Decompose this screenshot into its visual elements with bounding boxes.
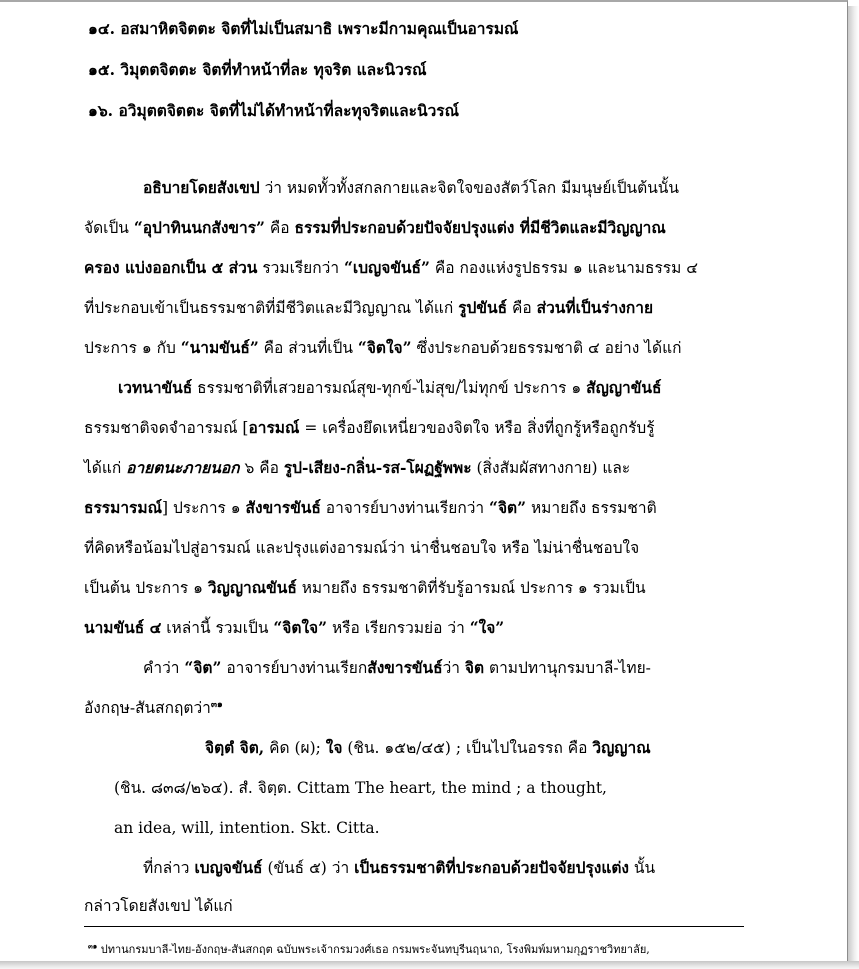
footnote-mark: ๓๑ — [88, 941, 98, 951]
footnote — [88, 943, 650, 957]
list-item-15: ๑๕. วิมุตตจิตตะ จิตที่ทำหน้าที่ละ ทุจริต และนิวรณ์ — [88, 60, 427, 79]
para2-line5: ที่คิดหรือน้อมไปสู่อารมณ์ และปรุงแต่งอารมณ์ว่า น่าชื่นชอบใจ หรือ ไม่น่าชื่นชอบใจ — [84, 539, 640, 557]
list-item-14: ๑๔. อสมาหิตจิตตะ จิตที่ไม่เป็นสมาธิ เพราะมีกามคุณเป็นอารมณ์ — [88, 19, 519, 38]
term-benjakhan: “เบญจขันธ์” — [344, 258, 430, 277]
para2-line7: นามขันธ์ ๔ เหล่านี้ รวมเป็น “จิตใจ” หรือ เรียกรวมย่อ ว่า “ใจ” — [84, 618, 505, 637]
footnote-ref[interactable]: ๓๑ — [210, 699, 223, 710]
quote-line3: an idea, will, intention. Skt. Citta. — [114, 819, 380, 837]
page-shadow-bottom — [0, 961, 859, 969]
para2-line6: เป็นต้น ประการ ๑ วิญญาณขันธ์ หมายถึง ธรรมชาติที่รับรู้อารมณ์ ประการ ๑ รวมเป็น — [84, 578, 646, 597]
term-vinyanakhan: วิญญาณขันธ์ — [207, 578, 297, 597]
para1-line5: ประการ ๑ กับ “นามขันธ์” คือ ส่วนที่เป็น “จิตใจ” ซึ่งประกอบด้วยธรรมชาติ ๔ อย่าง ได้แก่ — [84, 338, 682, 357]
para1-line3: ครอง แบ่งออกเป็น ๕ ส่วน รวมเรียกว่า “เบญจขันธ์” คือ กองแห่งรูปธรรม ๑ และนามธรรม ๔ — [84, 258, 698, 277]
term-vedanakhan: เวทนาขันธ์ — [118, 378, 193, 397]
para4-line1: ที่กล่าว เบญจขันธ์ (ขันธ์ ๕) ว่า เป็นธรรมชาติที่ประกอบด้วยปัจจัยปรุงแต่ง นั้น — [143, 858, 656, 877]
para1-line4: ที่ประกอบเข้าเป็นธรรมชาติที่มีชีวิตและมีวิญญาณ ได้แก่ รูปขันธ์ คือ ส่วนที่เป็นร่างกาย — [84, 298, 654, 317]
footnote-divider — [84, 926, 744, 927]
para1-line1-text: ว่า หมดทั้วทั้งสกลกายและจิตใจของสัตว์โลก มีมนุษย์เป็นต้นนั้น — [259, 179, 679, 197]
para1-line1 — [143, 178, 743, 198]
term-summary: อธิบายโดยสังเขป — [143, 178, 260, 197]
para2-line3: ได้แก่ อายตนะภายนอก ๖ คือ รูป-เสียง-กลิ่น-รส-โผฏฐัพพะ (สิ่งสัมผัสทางกาย) และ — [84, 458, 631, 477]
para4-line2: กล่าวโดยสังเขป ได้แก่ — [84, 897, 233, 915]
list-item-16: ๑๖. อวิมุตตจิตตะ จิตที่ไม่ได้ทำหน้าที่ละทุจริตและนิวรณ์ — [88, 101, 459, 120]
term-rupakhan: รูปขันธ์ — [458, 298, 508, 317]
para3-line2: อังกฤษ-สันสกฤตว่า$^{๓๑}$ — [84, 699, 223, 717]
para2-line2: ธรรมชาติจดจำอารมณ์ [อารมณ์ = เครื่องยึดเหนี่ยวของจิตใจ หรือ สิ่งที่ถูกรู้หรือถูกรับรู้ — [84, 418, 655, 437]
para3-line1: คำว่า “จิต” อาจารย์บางท่านเรียกสังขารขันธ์ว่า จิต ตามปทานุกรมบาลี-ไทย- — [143, 658, 651, 677]
footnote-text: ปทานกรมบาลี-ไทย-อังกฤษ-สันสกฤต ฉบับพระเจ้ากรมวงศ์เธอ กรมพระจันทบุรีนฤนาถ, โรงพิมพ์มหามกุฏราชวิทยาลัย, — [97, 943, 650, 956]
para1-line2: จัดเป็น “อุปาทินนกสังขาร” คือ ธรรมที่ประกอบด้วยปัจจัยปรุงแต่ง ที่มีชีวิตและมีวิญญาณ — [84, 218, 666, 237]
page-shadow-right — [848, 6, 859, 969]
term-sannyakhan: สัญญาขันธ์ — [586, 378, 662, 397]
term-namakhan: “นามขันธ์” — [180, 338, 259, 357]
para2-line1: เวทนาขันธ์ ธรรมชาติที่เสวยอารมณ์สุข-ทุกข์-ไม่สุข/ไม่ทุกข์ ประการ ๑ สัญญาขันธ์ — [118, 378, 662, 397]
term-ayatana: อายตนะภายนอก — [126, 458, 240, 477]
term-arom: อารมณ์ — [248, 418, 300, 437]
term-upadinnaka: “อุปาทินนกสังขาร” — [133, 218, 265, 237]
para2-line4: ธรรมารมณ์] ประการ ๑ สังขารขันธ์ อาจารย์บางท่านเรียกว่า “จิต” หมายถึง ธรรมชาติ — [84, 498, 657, 517]
quote-line1: จิตฺตํ จิต, คิด (ผ); ใจ (ชิน. ๑๕๒/๔๕) ; เป็นไปในอรรถ คือ วิญญาณ — [205, 738, 651, 757]
term-sankharakhan: สังขารขันธ์ — [245, 498, 321, 517]
quote-line2: (ชิน. ๘๓๘/๒๖๔). สํ. จิตฺต. Cittam The heart, the mind ; a thought, — [114, 779, 607, 797]
